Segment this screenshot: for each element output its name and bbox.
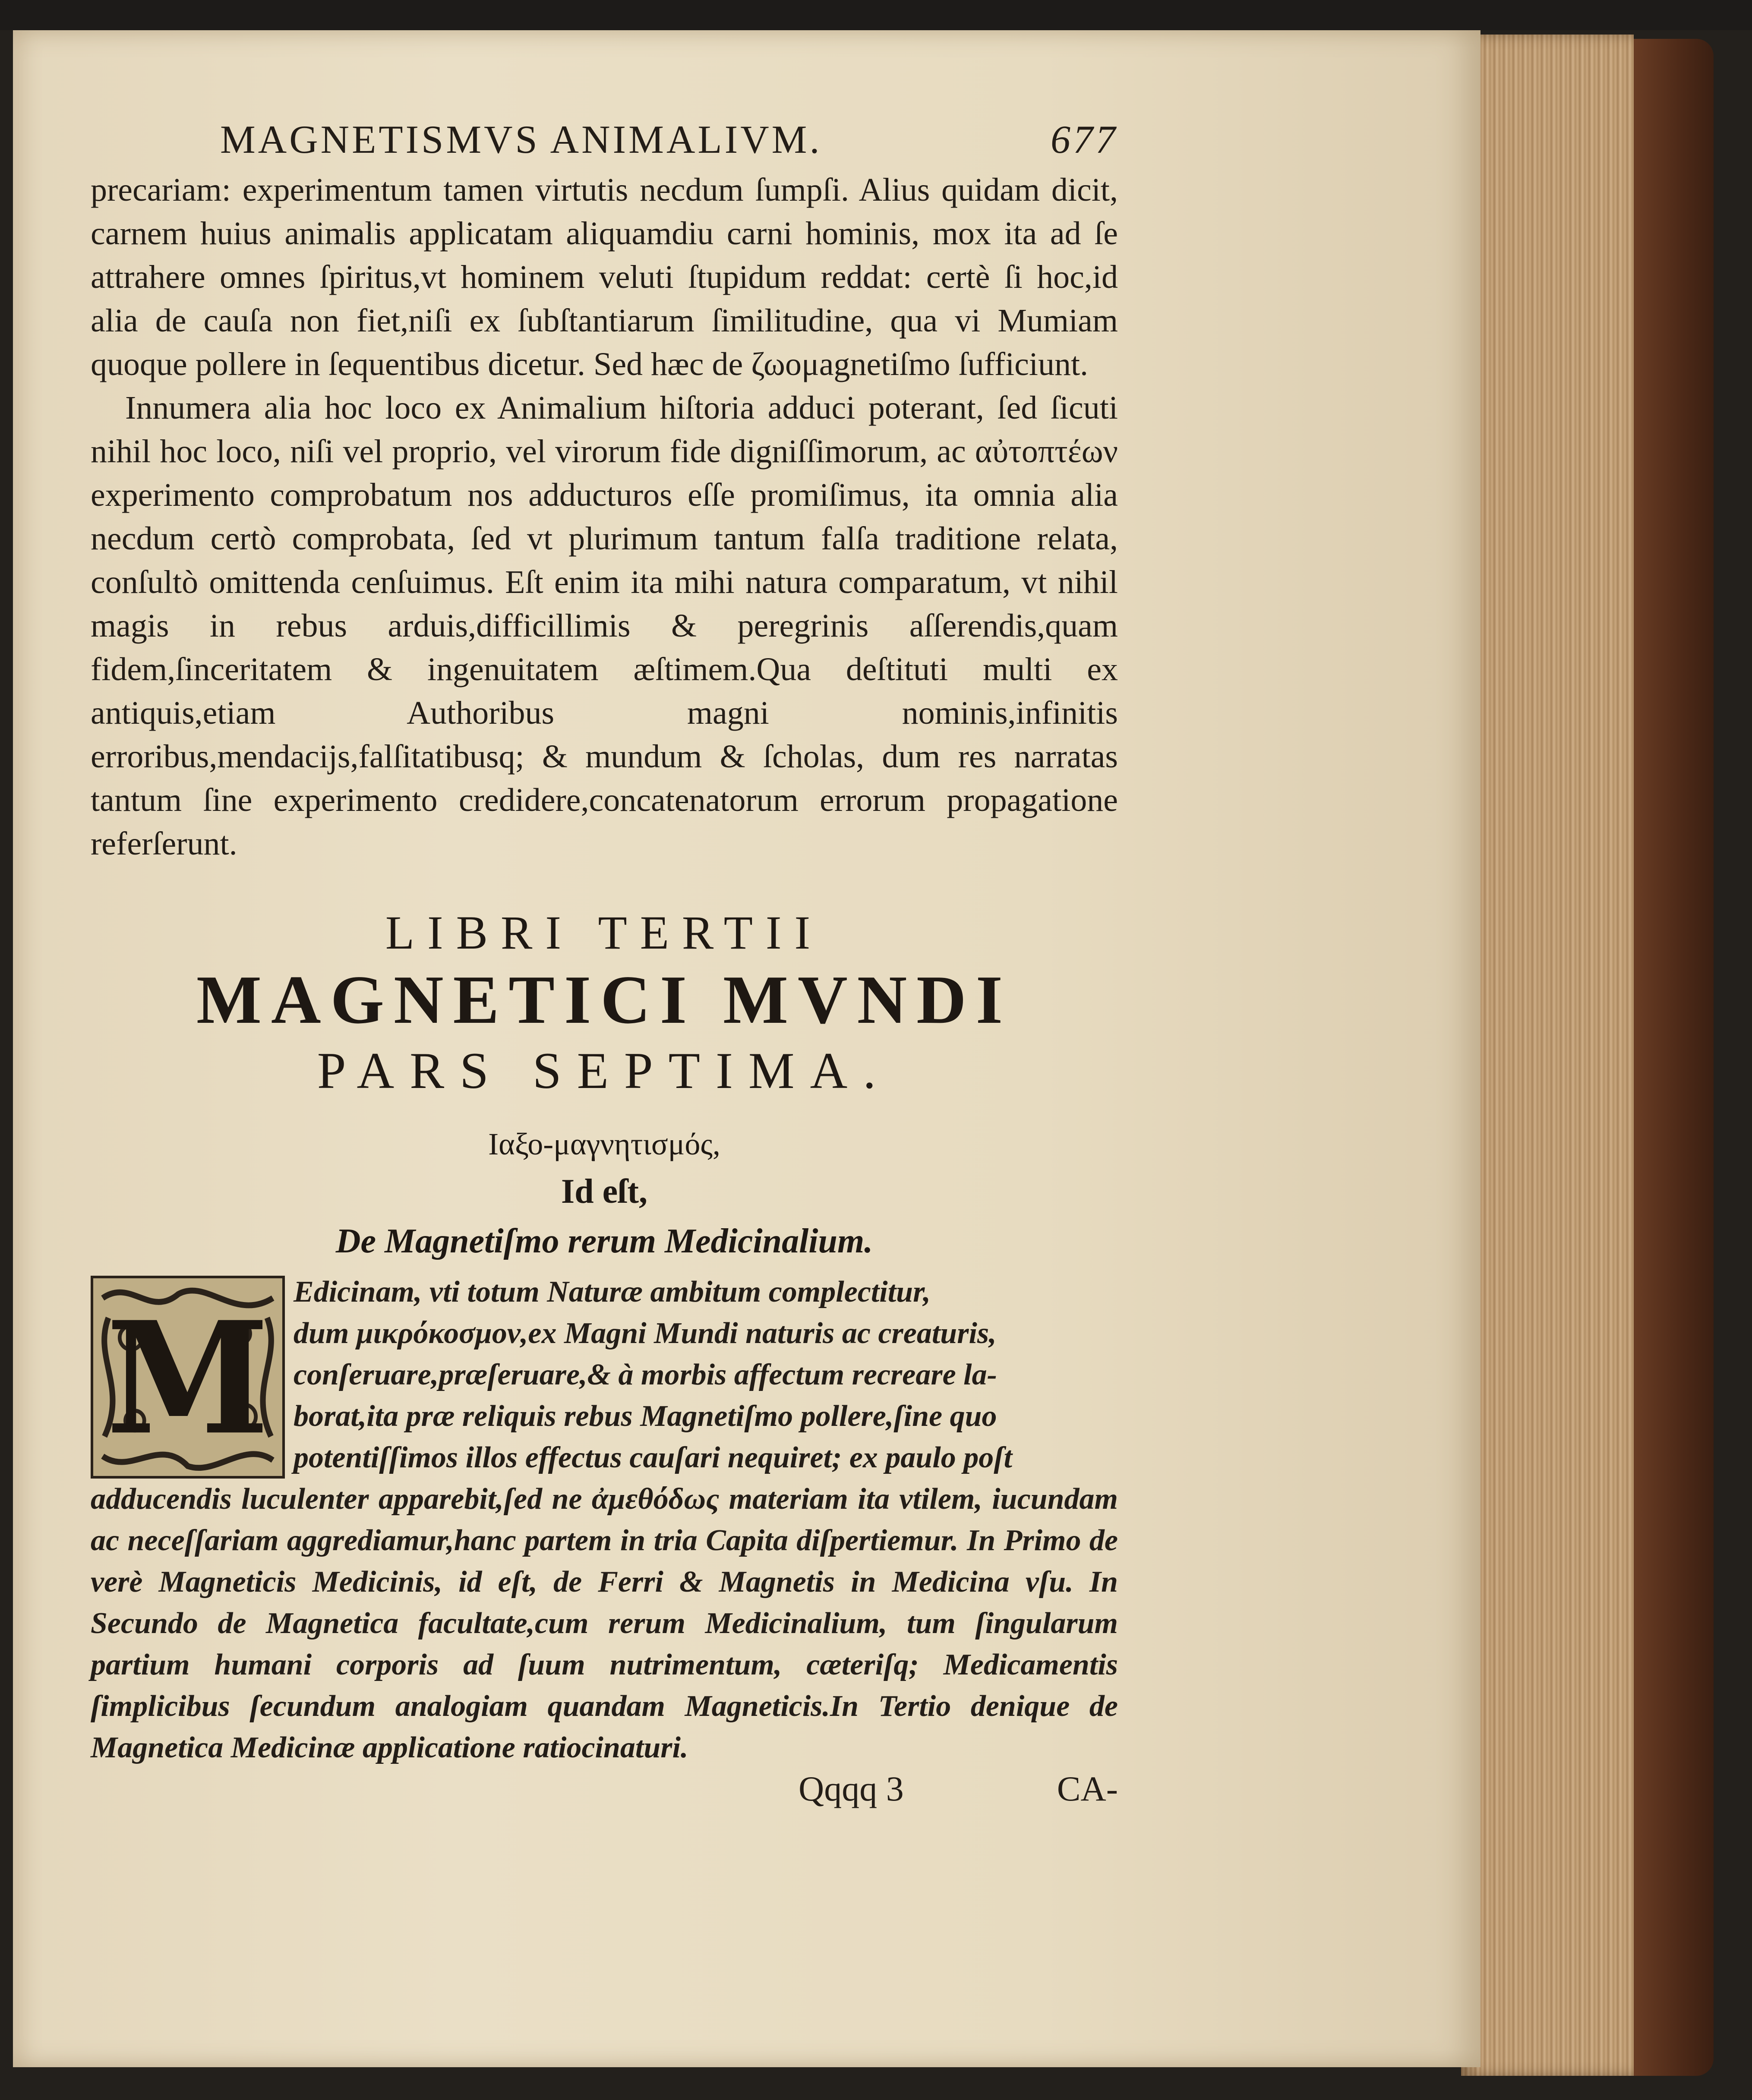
paragraph-2: Innumera alia hoc loco ex Animalium hiſtoria adduci poterant, ſed ſicuti nihil hoc loco, niſi vel proprio, vel virorum fide digniſſimorum, ac αὐτοπτέων experimento comprobatum nos adducturos eſſe promiſimus, ita omnia alia necdum certò comprobata, ſed vt plurimum tantum falſa traditione relata, conſultò omittenda cenſuimus. Eſt enim ita mihi natura comparatum, vt nihil magis in rebus arduis,difficillimis & peregrinis aſſerendis,quam fidem,ſinceritatem & ingenuitatem æſtimem.Qua deſtituti multi ex antiquis,etiam Authoribus magni nominis,infinitis erroribus,mendacijs,falſitatibusq; & mundum & ſcholas, dum res narratas tantum ſine experimento credidere,concatenatorum errorum propagatione referſerunt. [91,390,1118,862]
page-number: 677 [1051,117,1118,161]
italic-lead-line: conſeruare,præſeruare,& à morbis affectum recreare la- [294,1358,997,1391]
paragraph-1: precariam: experimentum tamen virtutis necdum ſumpſi. Alius quidam dicit, carnem huius animalis applicatam aliquamdiu carni hominis, mox ita ad ſe attrahere omnes ſpiritus,vt hominem veluti ſtupidum reddat: certè ſi hoc,id alia de cauſa non fiet,niſi ex ſubſtantiarum ſimilitudine, qua vi Mumiam quoque pollere in ſequentibus dicetur. Sed hæc de ζωομagnetiſmo ſufficiunt. [91,172,1118,382]
signature-mark: Qqqq 3 [799,1769,904,1808]
italic-lead-line: Edicinam, vti totum Naturæ ambitum complectitur, [294,1275,931,1309]
scan-background [0,0,1752,30]
heading-line-2: MAGNETICI MVNDI [196,961,1012,1038]
page-footer [91,1769,1118,1812]
body-text [91,168,1118,866]
page-edges [1461,35,1634,2076]
italic-lead-line: potentiſſimos illos effectus cauſari nequiret; ex paulo poſt [294,1441,1013,1474]
text-block [91,117,1118,1812]
running-head [91,117,1118,168]
ornamental-initial-icon [91,1276,285,1479]
book-cover-edge [1627,39,1714,2076]
running-head-title: MAGNETISMVS ANIMALIVM. [220,117,822,161]
heading-line-1: LIBRI TERTII [385,906,824,959]
heading-id-est: Id eſt, [561,1173,647,1211]
italic-lead [294,1271,1118,1479]
italic-lead-line: dum μικρόκοσμον,ex Magni Mundi naturis ac creaturis, [294,1317,997,1350]
heading-subtitle: De Magnetiſmo rerum Medicinalium. [335,1222,873,1260]
italic-lead-line: borat,ita præ reliquis rebus Magnetiſmo pollere,ſine quo [294,1400,997,1433]
drop-cap-letter: M [106,1288,270,1469]
heading-line-3: PARS SEPTIMA. [317,1042,892,1099]
section-heading [91,905,1118,1267]
heading-greek: Ιαξο-μαγνητισμός, [488,1127,720,1161]
catchword: CA- [1057,1769,1118,1808]
italic-paragraph: adducendis luculenter apparebit,ſed ne ἀμεθόδως materiam ita vtilem, iucundam ac neceſſariam aggrediamur,hanc partem in tria Capita diſpertiemur. In Primo de verè Magneticis Medicinis, id eſt, de Ferri & Magnetis in Medicina vſu. In Secundo de Magnetica facultate,cum rerum Medicinalium, tum ſingularum partium humani corporis ad ſuum nutrimentum, cæteriſq; Medicamentis ſimplicibus ſecundum analogiam quandam Magneticis.In Tertio denique de Magnetica Medicinæ applicatione ratiocinaturi. [91,1482,1118,1764]
italic-section [91,1271,1118,1769]
